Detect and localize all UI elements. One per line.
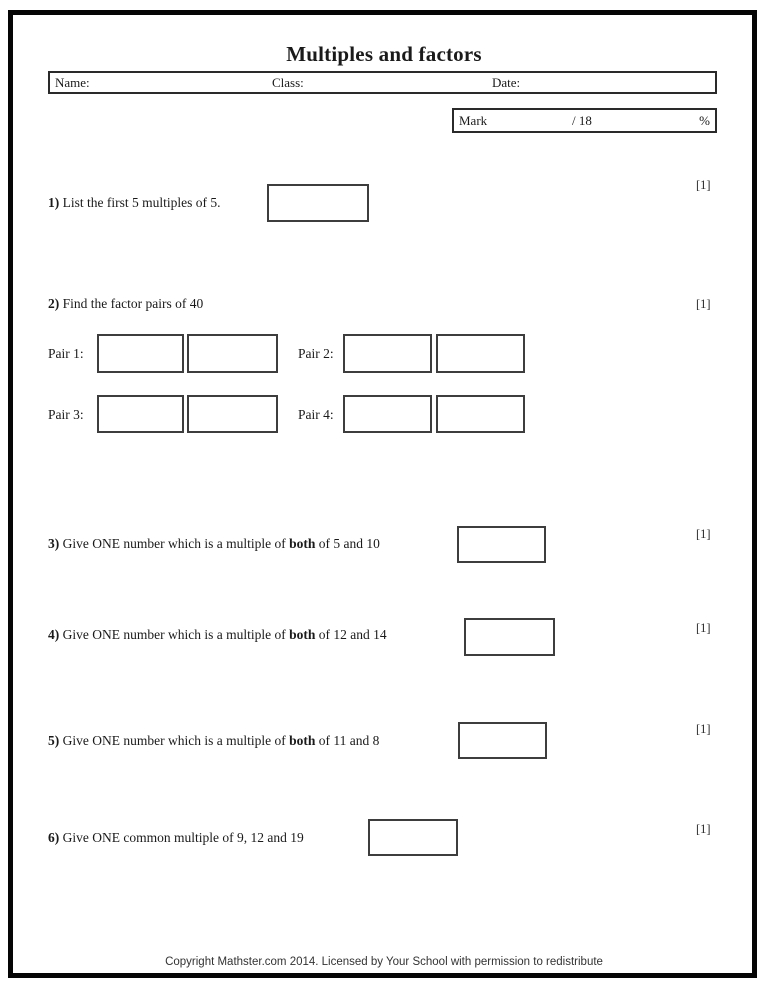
pair-2-answer-box-a[interactable] bbox=[343, 334, 432, 373]
mark-label: Mark bbox=[459, 113, 488, 128]
question-4-number: 4) bbox=[48, 627, 60, 642]
student-info-bar bbox=[48, 71, 717, 94]
date-label: Date: bbox=[492, 75, 521, 90]
pair-4-answer-box-b[interactable] bbox=[436, 395, 525, 433]
question-6-answer-box[interactable] bbox=[368, 819, 458, 856]
question-3-answer-box[interactable] bbox=[457, 526, 546, 563]
question-6-text: 6) Give ONE common multiple of 9, 12 and 19 bbox=[48, 830, 304, 845]
question-1-answer-box[interactable] bbox=[267, 184, 369, 222]
pair-1-answer-box-b[interactable] bbox=[187, 334, 278, 373]
question-2-number: 2) bbox=[48, 296, 60, 311]
question-2-text: 2) Find the factor pairs of 40 bbox=[48, 296, 204, 311]
pair-4-label: Pair 4: bbox=[298, 407, 334, 422]
mark-total: / 18 bbox=[572, 113, 592, 128]
pair-2-label: Pair 2: bbox=[298, 346, 334, 361]
question-6-marks: [1] bbox=[696, 822, 711, 836]
question-4-text: 4) Give ONE number which is a multiple of both of 12 and 14 bbox=[48, 627, 387, 642]
question-5-text: 5) Give ONE number which is a multiple of both of 11 and 8 bbox=[48, 733, 380, 748]
class-label: Class: bbox=[272, 75, 304, 90]
worksheet-title: Multiples and factors bbox=[286, 42, 482, 66]
question-3-text: 3) Give ONE number which is a multiple of both of 5 and 10 bbox=[48, 536, 380, 551]
pair-1-answer-box-a[interactable] bbox=[97, 334, 184, 373]
question-2-marks: [1] bbox=[696, 297, 711, 311]
question-4-answer-box[interactable] bbox=[464, 618, 555, 656]
question-1-text: 1) List the first 5 multiples of 5. bbox=[48, 195, 221, 210]
pair-4-answer-box-a[interactable] bbox=[343, 395, 432, 433]
question-6-number: 6) bbox=[48, 830, 60, 845]
pair-1-label: Pair 1: bbox=[48, 346, 84, 361]
pair-3-answer-box-a[interactable] bbox=[97, 395, 184, 433]
footer-copyright: Copyright Mathster.com 2014. Licensed by Your School with permission to redistribute bbox=[165, 956, 603, 968]
question-1-number: 1) bbox=[48, 195, 60, 210]
percent-label: % bbox=[699, 113, 710, 128]
name-label: Name: bbox=[55, 75, 90, 90]
question-1-marks: [1] bbox=[696, 178, 711, 192]
question-5-number: 5) bbox=[48, 733, 60, 748]
pair-3-label: Pair 3: bbox=[48, 407, 84, 422]
question-4-marks: [1] bbox=[696, 621, 711, 635]
question-3-marks: [1] bbox=[696, 527, 711, 541]
question-5-answer-box[interactable] bbox=[458, 722, 547, 759]
question-3-number: 3) bbox=[48, 536, 60, 551]
pair-2-answer-box-b[interactable] bbox=[436, 334, 525, 373]
pair-3-answer-box-b[interactable] bbox=[187, 395, 278, 433]
mark-score-box bbox=[452, 108, 717, 133]
question-5-marks: [1] bbox=[696, 722, 711, 736]
